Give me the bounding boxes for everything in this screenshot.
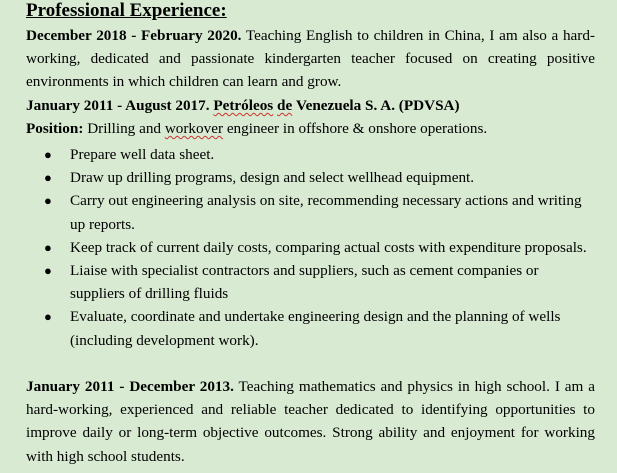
section-heading: Professional Experience:: [26, 0, 227, 21]
job-dates: January 2011 - August 2017.: [26, 97, 210, 114]
bullet-icon: ●: [44, 239, 52, 255]
company-name-word: de: [277, 97, 293, 114]
job-dates: January 2011 - December 2013.: [26, 378, 234, 395]
duties-list: [26, 143, 595, 352]
position-label: Position:: [26, 120, 84, 138]
list-item: ● Liaise with specialist contractors and suppliers, such as cement companies or suppliers of drilling fluids: [26, 259, 595, 305]
position-text: engineer in offshore & onshore operations.: [223, 120, 488, 138]
job-entry-english-teacher: [26, 24, 595, 94]
company-name-word: Petróleos: [213, 97, 274, 114]
bullet-icon: ●: [44, 170, 52, 186]
job-entry-pdvsa: [26, 94, 595, 140]
list-item: ● Evaluate, coordinate and undertake engineering design and the planning of wells (including development work).: [26, 305, 595, 351]
job-dates: December 2018 - February 2020.: [26, 27, 242, 44]
list-item: ● Draw up drilling programs, design and select wellhead equipment.: [26, 166, 595, 189]
bullet-icon: ●: [44, 263, 52, 279]
list-item: ● Carry out engineering analysis on site, recommending necessary actions and writing up reports.: [26, 189, 595, 235]
bullet-icon: ●: [44, 309, 52, 325]
job-entry-math-teacher: [26, 375, 595, 468]
bullet-icon: ●: [44, 193, 52, 209]
list-item: ● Keep track of current daily costs, comparing actual costs with expenditure proposals.: [26, 236, 595, 259]
bullet-icon: ●: [44, 147, 52, 162]
job-description: Teaching mathematics and physics in high school. I am a hard-working, experienced and reliable teacher dedicated to identifying opportunities to improve daily or long-term objective outcomes. Strong ability and enjoyment for working with high school students.: [26, 378, 595, 465]
job-description: Teaching English to children in China, I am also a hard-working, dedicated and passionate kindergarten teacher focused on creating positive environments in which children can learn and grow.: [26, 27, 595, 91]
position-text-spellcheck: workover: [164, 120, 224, 138]
company-name-rest: Venezuela S. A. (PDVSA): [296, 97, 460, 114]
list-item: ● Prepare well data sheet.: [26, 143, 595, 166]
position-text: Drilling and: [83, 120, 165, 138]
